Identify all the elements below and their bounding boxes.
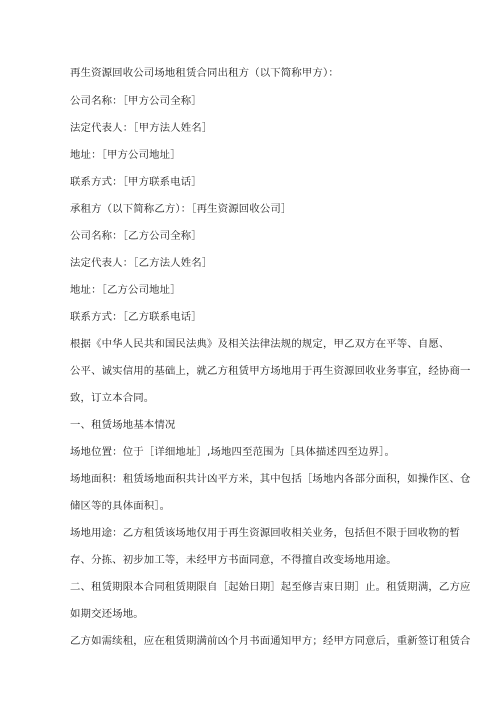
renewal-line-1: 乙方如需续租，应在租赁期满前凶个月书面通知甲方；经甲方同意后，重新签订租赁合 [70, 635, 471, 647]
preamble-line-2: 公平、诚实信用的基础上，就乙方租赁甲方场地用于再生资源回收业务事宜，经协商一 [70, 365, 471, 377]
section-2-line-2: 如期交还场地。 [70, 608, 144, 620]
section-2-line-1: 二、租赁期限本合同租赁期限自［起始日期］起至修吉束日期］止。租赁期满，乙方应 [70, 581, 471, 593]
lessee-contact: 联系方式：［乙方联系电话］ [70, 311, 202, 323]
lessee-heading: 承租方（以下简称乙方）：［再生资源回收公司］ [70, 203, 292, 215]
site-location: 场地位置：位于［详细地址］,场地四至范围为［具体描述四至边界］。 [70, 446, 396, 458]
lessee-address: 地址：［乙方公司地址］ [70, 284, 181, 296]
lessor-address: 地址：［甲方公司地址］ [70, 149, 181, 161]
preamble-line-1: 根据《中华人民共和国民法典》及相关法律法规的规定，甲乙双方在平等、自愿、 [70, 338, 450, 350]
lessor-company-name: 公司名称：［甲方公司全称］ [70, 95, 202, 107]
contract-title-line: 再生资源回收公司场地租赁合同出租方（以下简称甲方）： [70, 67, 339, 79]
lessee-legal-representative: 法定代表人：［乙方法人姓名］ [70, 257, 213, 269]
site-area-line-2: 储区等的具体面积］。 [70, 500, 171, 512]
lessor-legal-representative: 法定代表人：［甲方法人姓名］ [70, 122, 213, 134]
contract-body [70, 66, 471, 648]
site-use-line-2: 存、分拣、初步加工等，未经甲方书面同意，不得擅自改变场地用途。 [70, 554, 397, 566]
site-area-line-1: 场地面积：租赁场地面积共计凶平方米，其中包括［场地内各部分面积，如操作区、仓 [70, 473, 471, 485]
preamble-line-3: 致，订立本合同。 [70, 392, 155, 404]
lessee-company-name: 公司名称：［乙方公司全称］ [70, 230, 202, 242]
lessor-contact: 联系方式：［甲方联系电话］ [70, 176, 202, 188]
site-use-line-1: 场地用途：乙方租赁该场地仅用于再生资源回收相关业务，包括但不限于回收物的暂 [70, 527, 460, 539]
section-1-heading: 一、租赁场地基本情况 [70, 419, 176, 431]
